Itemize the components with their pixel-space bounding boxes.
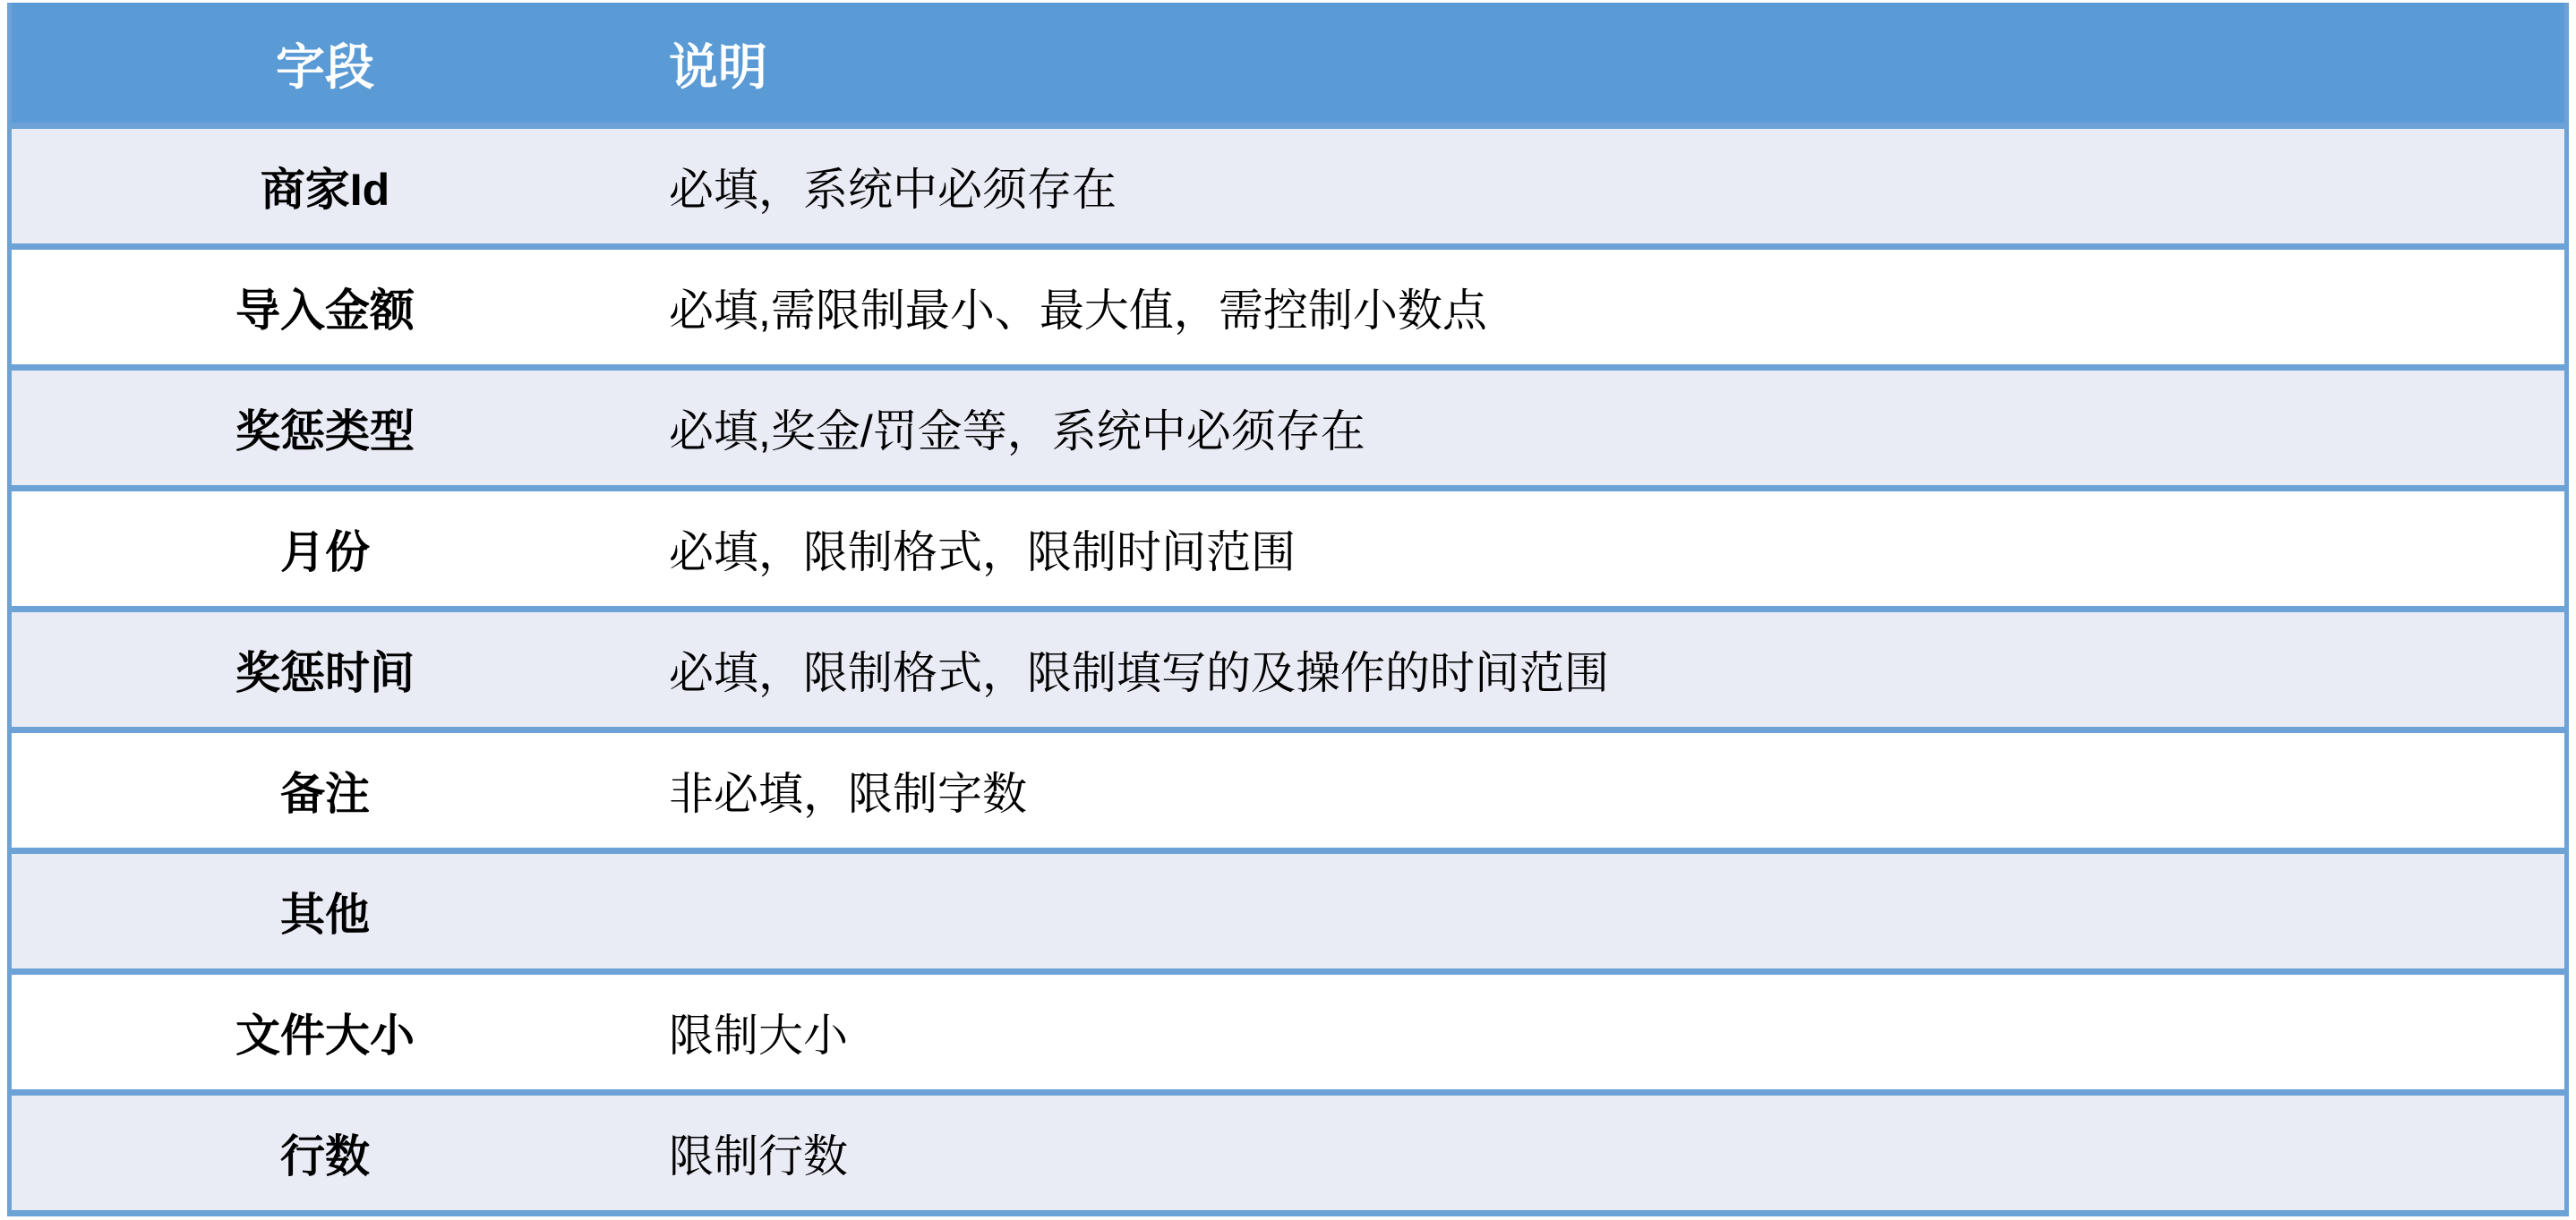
field-name-cell: 商家Id [260, 165, 390, 215]
field-desc-cell: 必填,需限制最小、最大值，需控制小数点 [669, 286, 1487, 336]
field-desc-cell: 必填，系统中必须存在 [669, 165, 1117, 215]
table-row [12, 364, 2564, 485]
table-row [12, 123, 2564, 243]
table-header-row [12, 3, 2564, 123]
table-row [12, 485, 2564, 606]
field-desc-cell: 必填，限制格式，限制时间范围 [669, 527, 1296, 577]
field-name-cell: 导入金额 [235, 286, 415, 336]
field-desc-cell: 限制大小 [669, 1011, 848, 1061]
field-name-cell: 奖惩类型 [235, 406, 415, 456]
table-row [12, 727, 2564, 848]
field-name-cell: 月份 [280, 527, 370, 577]
field-name-cell: 其他 [280, 890, 370, 940]
table-row [12, 606, 2564, 727]
field-name-cell: 行数 [280, 1131, 370, 1182]
field-name-cell: 文件大小 [235, 1011, 415, 1061]
field-desc-cell: 限制行数 [669, 1131, 848, 1182]
table-row [12, 968, 2564, 1089]
field-name-cell: 备注 [280, 769, 370, 819]
field-desc-cell: 必填，限制格式，限制填写的及操作的时间范围 [669, 648, 1609, 698]
field-spec-table [7, 3, 2569, 1216]
field-desc-cell: 非必填，限制字数 [669, 769, 1027, 819]
table-row [12, 848, 2564, 968]
table-row [12, 243, 2564, 364]
field-name-cell: 奖惩时间 [235, 648, 415, 698]
column-header-field: 字段 [275, 38, 374, 95]
field-desc-cell [638, 854, 2564, 968]
field-desc-cell: 必填,奖金/罚金等，系统中必须存在 [669, 406, 1365, 456]
column-header-description: 说明 [669, 38, 768, 95]
table-row [12, 1089, 2564, 1210]
